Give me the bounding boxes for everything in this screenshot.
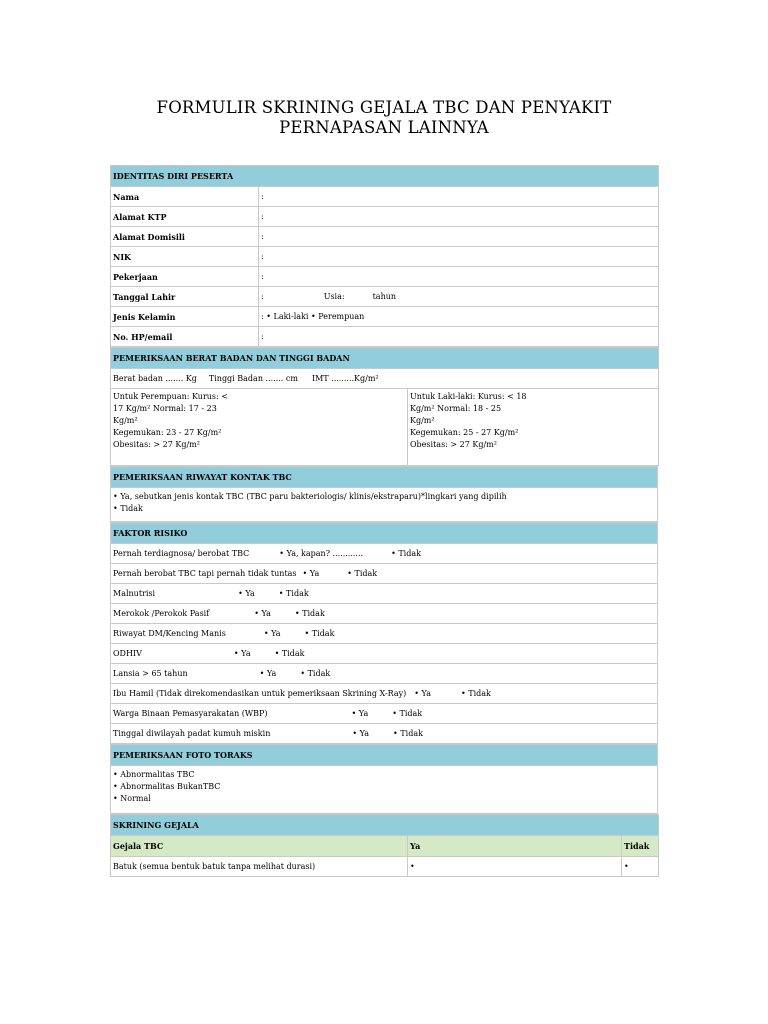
form-title-line-1: FORMULIR SKRINING GEJALA TBC DAN PENYAKIT	[156, 98, 612, 117]
berat-table	[110, 347, 659, 466]
gejala-header: SKRINING GEJALA	[111, 815, 659, 836]
kriteria-perempuan-line: 17 Kg/m² Normal: 17 - 23	[113, 404, 217, 413]
foto-option-abnormal-bukan-tbc[interactable]: • Abnormalitas BukanTBC	[113, 782, 221, 791]
col-tidak: Tidak	[622, 836, 659, 857]
faktor-option-ya[interactable]: • Ya	[351, 708, 369, 718]
form-title-line-2: PERNAPASAN LAINNYA	[279, 118, 489, 137]
foto-options-row	[111, 766, 658, 814]
faktor-option-tidak[interactable]: • Tidak	[461, 688, 491, 698]
kriteria-laki	[408, 389, 659, 466]
field-pekerjaan[interactable]: :	[259, 267, 659, 287]
kriteria-laki-line: Obesitas: > 27 Kg/m²	[410, 440, 497, 449]
faktor-label: Tinggal diwilayah padat kumuh miskin	[113, 728, 271, 738]
foto-options	[111, 766, 658, 814]
faktor-row	[111, 724, 658, 744]
berat-badan-field: Berat badan ....... Kg	[113, 373, 197, 383]
faktor-row	[111, 564, 658, 584]
foto-option-abnormal-tbc[interactable]: • Abnormalitas TBC	[113, 770, 195, 779]
kriteria-perempuan-line: Untuk Perempuan: Kurus: <	[113, 392, 228, 401]
faktor-option-tidak[interactable]: • Tidak	[392, 708, 423, 718]
faktor-label: Lansia > 65 tahun	[113, 668, 188, 678]
tinggi-badan-field: Tinggi Badan ....... cm	[208, 373, 298, 383]
kriteria-perempuan	[111, 389, 408, 466]
berat-header: PEMERIKSAAN BERAT BADAN DAN TINGGI BADAN	[111, 348, 659, 369]
faktor-option-ya[interactable]: • Ya	[254, 608, 271, 618]
gejala-row	[111, 857, 659, 877]
kontak-header: PEMERIKSAAN RIWAYAT KONTAK TBC	[111, 467, 658, 488]
field-hp-email[interactable]: :	[259, 327, 659, 347]
form-title	[110, 98, 658, 138]
faktor-row	[111, 684, 658, 704]
faktor-option-ya[interactable]: • Ya	[263, 628, 281, 638]
gejala-table	[110, 814, 659, 877]
berat-criteria-row	[111, 389, 659, 466]
identitas-row-alamat-domisili	[111, 227, 659, 247]
faktor-option-tidak[interactable]: • Tidak	[274, 648, 305, 658]
kontak-option-tidak[interactable]: • Tidak	[113, 504, 143, 513]
faktor-option-tidak[interactable]: • Tidak	[300, 668, 331, 678]
label-alamat-domisili: Alamat Domisili	[111, 227, 259, 247]
foto-table	[110, 744, 658, 814]
kriteria-laki-line: Kg/m²	[410, 416, 435, 425]
identitas-row-pekerjaan	[111, 267, 659, 287]
faktor-table	[110, 522, 658, 744]
faktor-row	[111, 704, 658, 724]
faktor-option-ya[interactable]: • Ya	[352, 728, 370, 738]
col-gejala-tbc: Gejala TBC	[111, 836, 408, 857]
tanggal-lahir-colon: :	[261, 291, 264, 301]
faktor-row	[111, 664, 658, 684]
field-alamat-domisili[interactable]: :	[259, 227, 659, 247]
identitas-table	[110, 165, 659, 347]
faktor-label: Malnutrisi	[113, 588, 156, 598]
col-ya: Ya	[408, 836, 622, 857]
kontak-options	[111, 488, 658, 522]
field-nama[interactable]: :	[259, 187, 659, 207]
faktor-label: Riwayat DM/Kencing Manis	[113, 628, 226, 638]
foto-option-normal[interactable]: • Normal	[113, 794, 151, 803]
identitas-row-jenis-kelamin	[111, 307, 659, 327]
identitas-row-alamat-ktp	[111, 207, 659, 227]
kriteria-perempuan-line: Kg/m²	[113, 416, 138, 425]
foto-header: PEMERIKSAAN FOTO TORAKS	[111, 745, 658, 766]
gejala-option-ya[interactable]: •	[408, 857, 622, 877]
kriteria-laki-line: Kegemukan: 25 - 27 Kg/m²	[410, 428, 519, 437]
berat-measure-line[interactable]	[111, 369, 659, 389]
field-nik[interactable]: :	[259, 247, 659, 267]
tahun-label: tahun	[372, 291, 397, 301]
faktor-row	[111, 624, 658, 644]
faktor-label: ODHIV	[113, 648, 142, 658]
kriteria-laki-line: Kg/m² Normal: 18 - 25	[410, 404, 502, 413]
imt-field: IMT .........Kg/m²	[311, 373, 379, 383]
faktor-row	[111, 644, 658, 664]
kriteria-laki-line: Untuk Laki-laki: Kurus: < 18	[410, 392, 527, 401]
faktor-option-tidak[interactable]: • Tidak	[278, 588, 309, 598]
faktor-label: Warga Binaan Pemasyarakatan (WBP)	[113, 708, 268, 718]
label-nama: Nama	[111, 187, 259, 207]
field-alamat-ktp[interactable]: :	[259, 207, 659, 227]
gejala-label: Batuk (semua bentuk batuk tanpa melihat durasi)	[111, 857, 408, 877]
kontak-option-ya[interactable]: • Ya, sebutkan jenis kontak TBC (TBC paru bakteriologis/ klinis/ekstraparu)*lingkari yang dipilih	[113, 492, 507, 501]
faktor-label: Pernah berobat TBC tapi pernah tidak tuntas	[113, 568, 297, 578]
usia-label: Usia:	[323, 291, 345, 301]
identitas-row-nama	[111, 187, 659, 207]
faktor-header: FAKTOR RISIKO	[111, 523, 658, 544]
identitas-row-tanggal-lahir	[111, 287, 659, 307]
faktor-row	[111, 584, 658, 604]
faktor-option-tidak[interactable]: • Tidak	[294, 608, 325, 618]
label-jenis-kelamin: Jenis Kelamin	[111, 307, 259, 327]
faktor-option-ya[interactable]: • Ya	[233, 648, 251, 658]
identitas-row-nik	[111, 247, 659, 267]
identitas-header: IDENTITAS DIRI PESERTA	[111, 166, 659, 187]
faktor-option-ya[interactable]: • Ya, kapan? ............	[279, 548, 364, 558]
faktor-label: Pernah terdiagnosa/ berobat TBC	[113, 548, 250, 558]
berat-measure-row	[111, 369, 659, 389]
label-hp-email: No. HP/email	[111, 327, 259, 347]
faktor-option-tidak[interactable]: • Tidak	[391, 548, 421, 558]
faktor-row	[111, 544, 658, 564]
faktor-option-ya[interactable]: • Ya	[259, 668, 277, 678]
kontak-options-row	[111, 488, 658, 522]
field-tanggal-lahir[interactable]	[259, 287, 659, 307]
label-nik: NIK	[111, 247, 259, 267]
screening-form	[110, 165, 658, 877]
faktor-label: Ibu Hamil (Tidak direkomendasikan untuk pemeriksaan Skrining X-Ray)	[113, 688, 407, 698]
gejala-option-tidak[interactable]: •	[622, 857, 659, 877]
kriteria-perempuan-line: Obesitas: > 27 Kg/m²	[113, 440, 200, 449]
faktor-option-tidak[interactable]: • Tidak	[347, 568, 378, 578]
faktor-option-ya[interactable]: • Ya	[238, 588, 255, 598]
label-pekerjaan: Pekerjaan	[111, 267, 259, 287]
kontak-table	[110, 466, 658, 522]
faktor-label: Merokok /Perokok Pasif	[113, 608, 210, 618]
faktor-option-ya[interactable]: • Ya	[414, 688, 431, 698]
faktor-option-tidak[interactable]: • Tidak	[393, 728, 423, 738]
faktor-row	[111, 604, 658, 624]
label-alamat-ktp: Alamat KTP	[111, 207, 259, 227]
kriteria-perempuan-line: Kegemukan: 23 - 27 Kg/m²	[113, 428, 222, 437]
field-jenis-kelamin[interactable]: : • Laki-laki • Perempuan	[259, 307, 659, 327]
faktor-option-ya[interactable]: • Ya	[302, 568, 320, 578]
identitas-row-hp-email	[111, 327, 659, 347]
label-tanggal-lahir: Tanggal Lahir	[111, 287, 259, 307]
gejala-column-headers	[111, 836, 659, 857]
faktor-option-tidak[interactable]: • Tidak	[304, 628, 335, 638]
